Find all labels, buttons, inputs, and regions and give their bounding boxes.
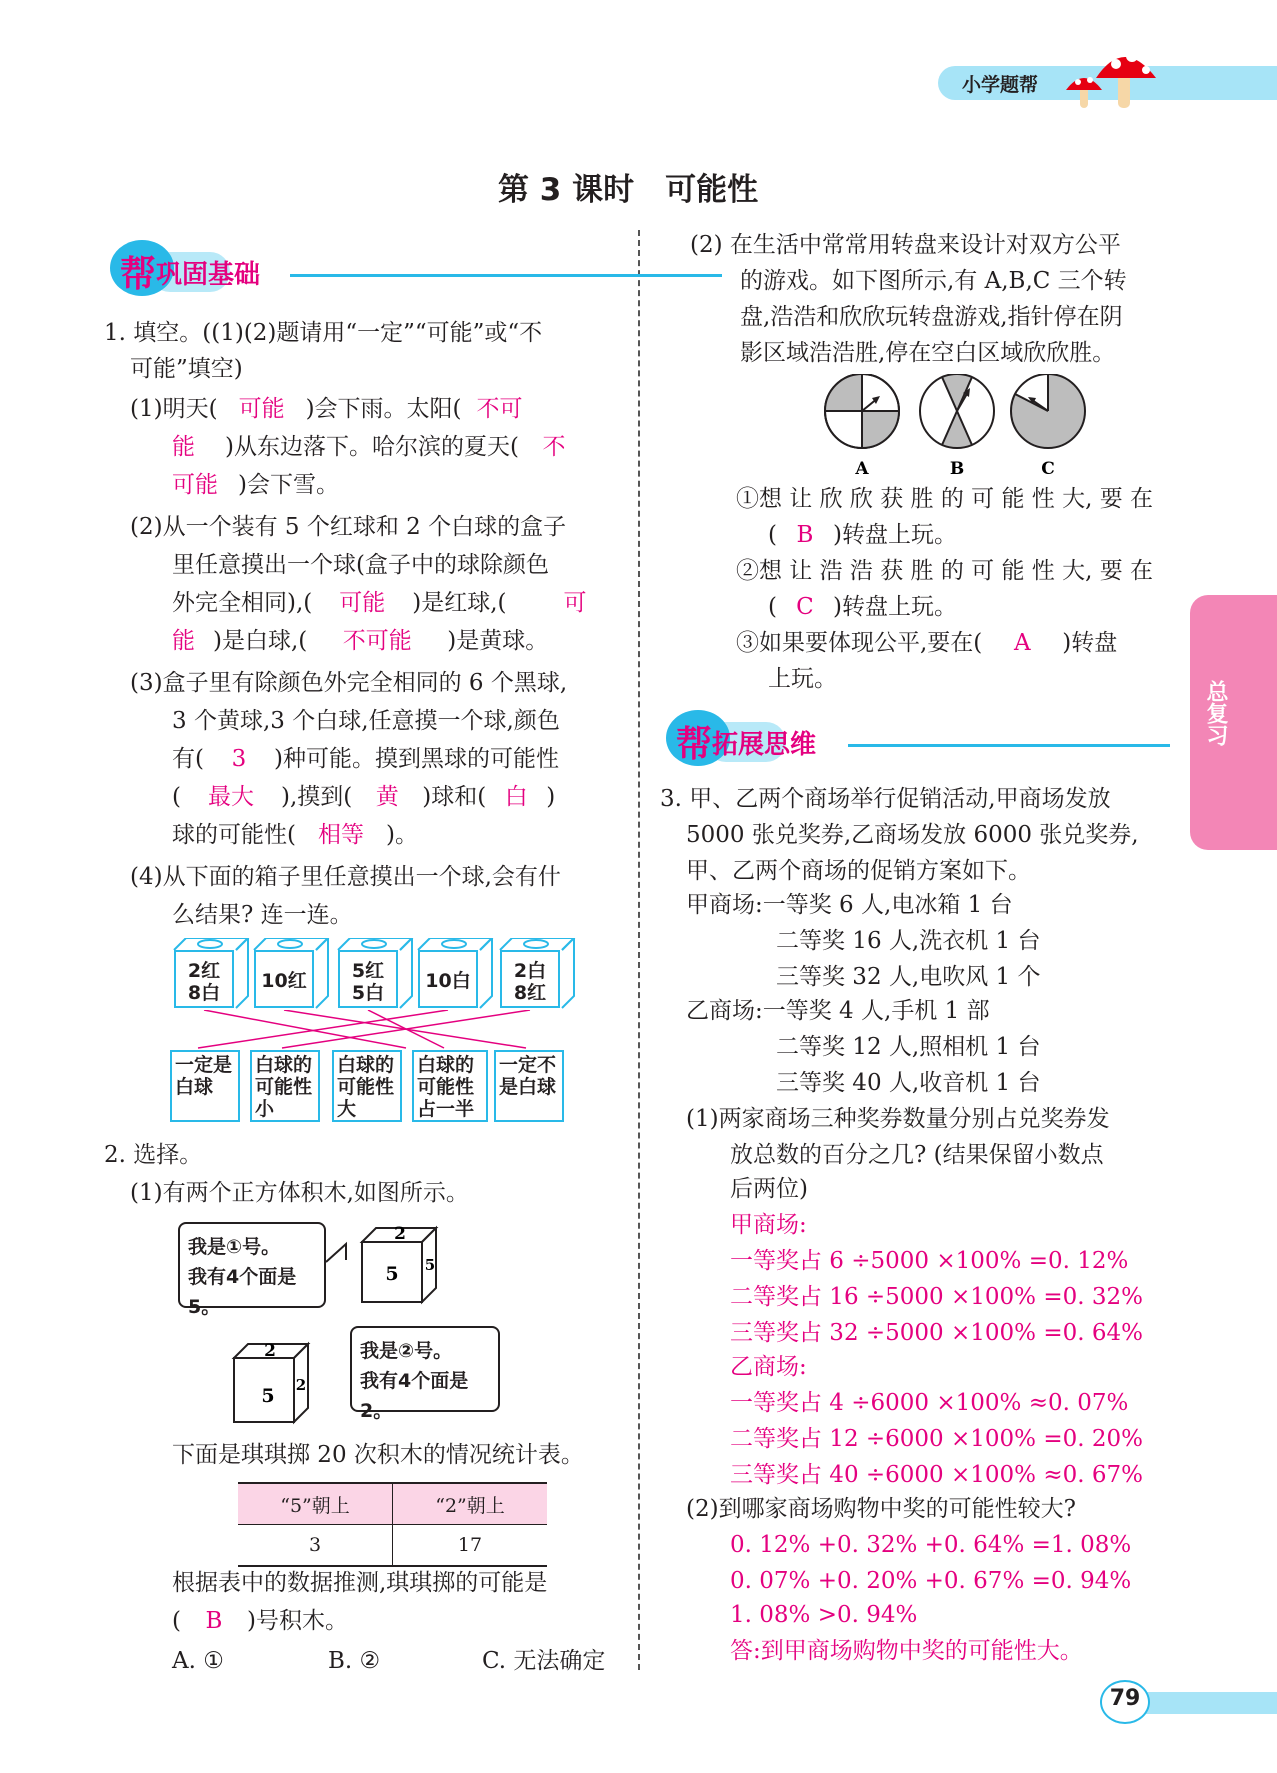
q2-guess-line1: 根据表中的数据推测,琪琪掷的可能是: [172, 1570, 548, 1596]
answer: B: [796, 522, 814, 548]
answer: 最大: [207, 784, 254, 810]
result-box: 白球的 可能性 小: [250, 1050, 320, 1122]
answer: 可能: [172, 472, 218, 498]
q3-s2: (2)到哪家商场购物中奖的可能性较大?: [686, 1496, 1076, 1522]
ball-box: 2红 8白: [174, 950, 234, 1008]
q1-p1-line2: 能 )从东边落下。哈尔滨的夏天( 不: [172, 432, 589, 462]
result-box: 一定不 是白球: [494, 1050, 564, 1122]
q3-s1-ans: 乙商场:: [730, 1354, 807, 1380]
cube-label: 5: [261, 1385, 275, 1407]
answer: 3: [231, 746, 247, 772]
cube-label: 5: [424, 1256, 436, 1274]
q12-item1: ①想 让 欣 欣 获 胜 的 可 能 性 大, 要 在: [736, 486, 1154, 512]
q1-p3-line3: 有( 3 )种可能。摸到黑球的可能性: [172, 746, 559, 772]
q3-s2-ans: 0. 12% +0. 32% +0. 64% =1. 08%: [730, 1532, 1132, 1558]
cube-2: [230, 1338, 330, 1428]
column-divider: [638, 230, 640, 1670]
cube-label: 2: [264, 1341, 276, 1361]
spinner-label: C: [1041, 459, 1055, 478]
q3-s1-line3: 后两位): [730, 1176, 808, 1202]
q1-p2-line4: 能 )是白球,( 不可能 )是黄球。: [172, 628, 549, 654]
q1-stem-line1: 1. 填空。((1)(2)题请用“一定”“可能”或“不: [104, 320, 543, 346]
q1-p1-line1: (1)明天( 可能 )会下雨。太阳( 不可: [130, 394, 538, 424]
q12-item1-ans: ( B )转盘上玩。: [768, 522, 957, 548]
spinner-label: A: [855, 459, 869, 478]
answer: 不可能: [342, 628, 412, 654]
q2-p1: (1)有两个正方体积木,如图所示。: [130, 1180, 469, 1206]
page-title: 第 3 课时 可能性: [498, 172, 759, 208]
q12-line1: (2) 在生活中常常用转盘来设计对双方公平: [690, 232, 1121, 258]
connect-lines: [170, 1010, 580, 1050]
q3-yi-3: 三等奖 40 人,收音机 1 台: [776, 1070, 1041, 1096]
q3-s1-ans: 二等奖占 12 ÷6000 ×100% =0. 20%: [730, 1426, 1143, 1452]
answer: 相等: [317, 822, 364, 848]
stat-table: [238, 1482, 547, 1567]
spinner-label: B: [949, 459, 965, 478]
q3-s1-ans: 一等奖占 4 ÷6000 ×100% ≈0. 07%: [730, 1390, 1129, 1416]
answer: 不: [542, 434, 566, 460]
q3-s1-ans: 一等奖占 6 ÷5000 ×100% =0. 12%: [730, 1248, 1129, 1274]
cube-label: 2: [394, 1224, 406, 1244]
header-brand: 小学题帮: [962, 74, 1039, 96]
table-cell: 3: [238, 1525, 393, 1567]
ball-box: 10白: [418, 950, 478, 1008]
q2-option-a: A. ①: [172, 1648, 224, 1674]
q3-yi-2: 二等奖 12 人,照相机 1 台: [776, 1034, 1041, 1060]
cube-label: 5: [385, 1263, 399, 1285]
table-header: “2”朝上: [393, 1483, 548, 1525]
cube-1: [322, 1220, 442, 1306]
q1-p2-line1: (2)从一个装有 5 个红球和 2 个白球的盒子: [130, 514, 567, 540]
q12-line4: 影区域浩浩胜,停在空白区域欣欣胜。: [740, 340, 1116, 366]
q3-s1-line1: (1)两家商场三种奖券数量分别占兑奖券发: [686, 1106, 1110, 1132]
q1-p4-line2: 么结果? 连一连。: [172, 902, 353, 928]
q3-s2-ans: 1. 08% >0. 94%: [730, 1602, 918, 1628]
q3-line1: 3. 甲、乙两个商场举行促销活动,甲商场发放: [660, 786, 1111, 812]
answer: 可能: [238, 396, 285, 422]
answer: 可能: [339, 590, 386, 616]
answer: A: [1013, 630, 1031, 656]
q1-p1-line3: 可能 )会下雪。: [172, 472, 339, 498]
q3-yi-1: 乙商场:一等奖 4 人,手机 1 部: [686, 998, 990, 1024]
page-number: 79: [1109, 1686, 1141, 1711]
q1-p3-line5: 球的可能性( 相等 )。: [172, 822, 418, 848]
q12-item2: ②想 让 浩 浩 获 胜 的 可 能 性 大, 要 在: [736, 558, 1154, 584]
section-header-basic: 帮 巩固基础: [110, 240, 610, 300]
q12-item3: ③如果要体现公平,要在( A )转盘: [736, 630, 1118, 656]
answer: 黄: [375, 784, 399, 810]
answer: B: [205, 1608, 223, 1634]
q12-line3: 盘,浩浩和欣欣玩转盘游戏,指针停在阴: [740, 304, 1123, 330]
cube-label: 2: [295, 1376, 307, 1394]
ball-box: 5红 5白: [338, 950, 398, 1008]
q2-option-c: C. 无法确定: [482, 1648, 606, 1674]
speech-bubble-2: 我是②号。 我有4个面是2。: [350, 1326, 500, 1412]
section-title-extend: 拓展思维: [712, 730, 817, 760]
q12-item2-ans: ( C )转盘上玩。: [768, 594, 957, 620]
result-box: 白球的 可能性 大: [332, 1050, 402, 1122]
q3-line2: 5000 张兑奖券,乙商场发放 6000 张兑奖券,: [686, 822, 1139, 848]
q2-option-b: B. ②: [328, 1648, 381, 1674]
q2-table-intro: 下面是琪琪掷 20 次积木的情况统计表。: [172, 1442, 584, 1468]
q3-jia-3: 三等奖 32 人,电吹风 1 个: [776, 964, 1041, 990]
q12-line2: 的游戏。如下图所示,有 A,B,C 三个转: [740, 268, 1127, 294]
box-tops: [170, 938, 580, 1018]
answer: 能: [172, 434, 195, 460]
result-box: 白球的 可能性 占一半: [412, 1050, 488, 1122]
result-box: 一定是 白球: [170, 1050, 240, 1122]
q3-s2-ans: 0. 07% +0. 20% +0. 67% =0. 94%: [730, 1568, 1132, 1594]
answer: 不可: [476, 396, 523, 422]
answer: 能: [172, 628, 195, 654]
q1-p3-line2: 3 个黄球,3 个白球,任意摸一个球,颜色: [172, 708, 560, 734]
q3-jia-2: 二等奖 16 人,洗衣机 1 台: [776, 928, 1041, 954]
q3-s1-ans: 三等奖占 40 ÷6000 ×100% ≈0. 67%: [730, 1462, 1143, 1488]
q3-jia-1: 甲商场:一等奖 6 人,电冰箱 1 台: [686, 892, 1013, 918]
section-header-extend: 帮 拓展思维: [666, 710, 1170, 770]
q3-line3: 甲、乙两个商场的促销方案如下。: [686, 858, 1031, 884]
q3-s1-line2: 放总数的百分之几? (结果保留小数点: [730, 1142, 1104, 1168]
q1-p2-line3: 外完全相同),( 可能 )是红球,( 可: [172, 590, 587, 616]
q1-p4-line1: (4)从下面的箱子里任意摸出一个球,会有什: [130, 864, 561, 890]
mushroom-icon: [1060, 42, 1170, 112]
answer: 白: [504, 784, 528, 810]
q1-p3-line1: (3)盒子里有除颜色外完全相同的 6 个黑球,: [130, 670, 568, 696]
side-tab-label: 总复习: [1203, 680, 1228, 746]
spinners: [820, 374, 1090, 478]
q12-item3-line2: 上玩。: [768, 666, 837, 692]
section-title-basic: 巩固基础: [156, 260, 261, 290]
q2-guess-line2: ( B )号积木。: [172, 1608, 348, 1634]
q3-s1-ans: 三等奖占 32 ÷5000 ×100% =0. 64%: [730, 1320, 1143, 1346]
table-cell: 17: [393, 1525, 548, 1567]
q1-p2-line2: 里任意摸出一个球(盒子中的球除颜色: [172, 552, 549, 578]
ball-box: 10红: [254, 950, 314, 1008]
q3-s1-ans: 二等奖占 16 ÷5000 ×100% =0. 32%: [730, 1284, 1143, 1310]
q1-stem-line2: 可能”填空): [130, 356, 243, 382]
q2-stem: 2. 选择。: [104, 1142, 203, 1168]
q1-p3-line4: ( 最大 ),摸到( 黄 )球和( 白 ): [172, 784, 556, 810]
ball-box: 2白 8红: [500, 950, 560, 1008]
answer: 可: [563, 590, 587, 616]
q3-s1-ans: 甲商场:: [730, 1212, 807, 1238]
q3-s2-ans: 答:到甲商场购物中奖的可能性大。: [730, 1638, 1083, 1664]
answer: C: [796, 594, 814, 620]
speech-bubble-1: 我是①号。 我有4个面是5。: [178, 1222, 326, 1308]
table-header: “5”朝上: [238, 1483, 393, 1525]
